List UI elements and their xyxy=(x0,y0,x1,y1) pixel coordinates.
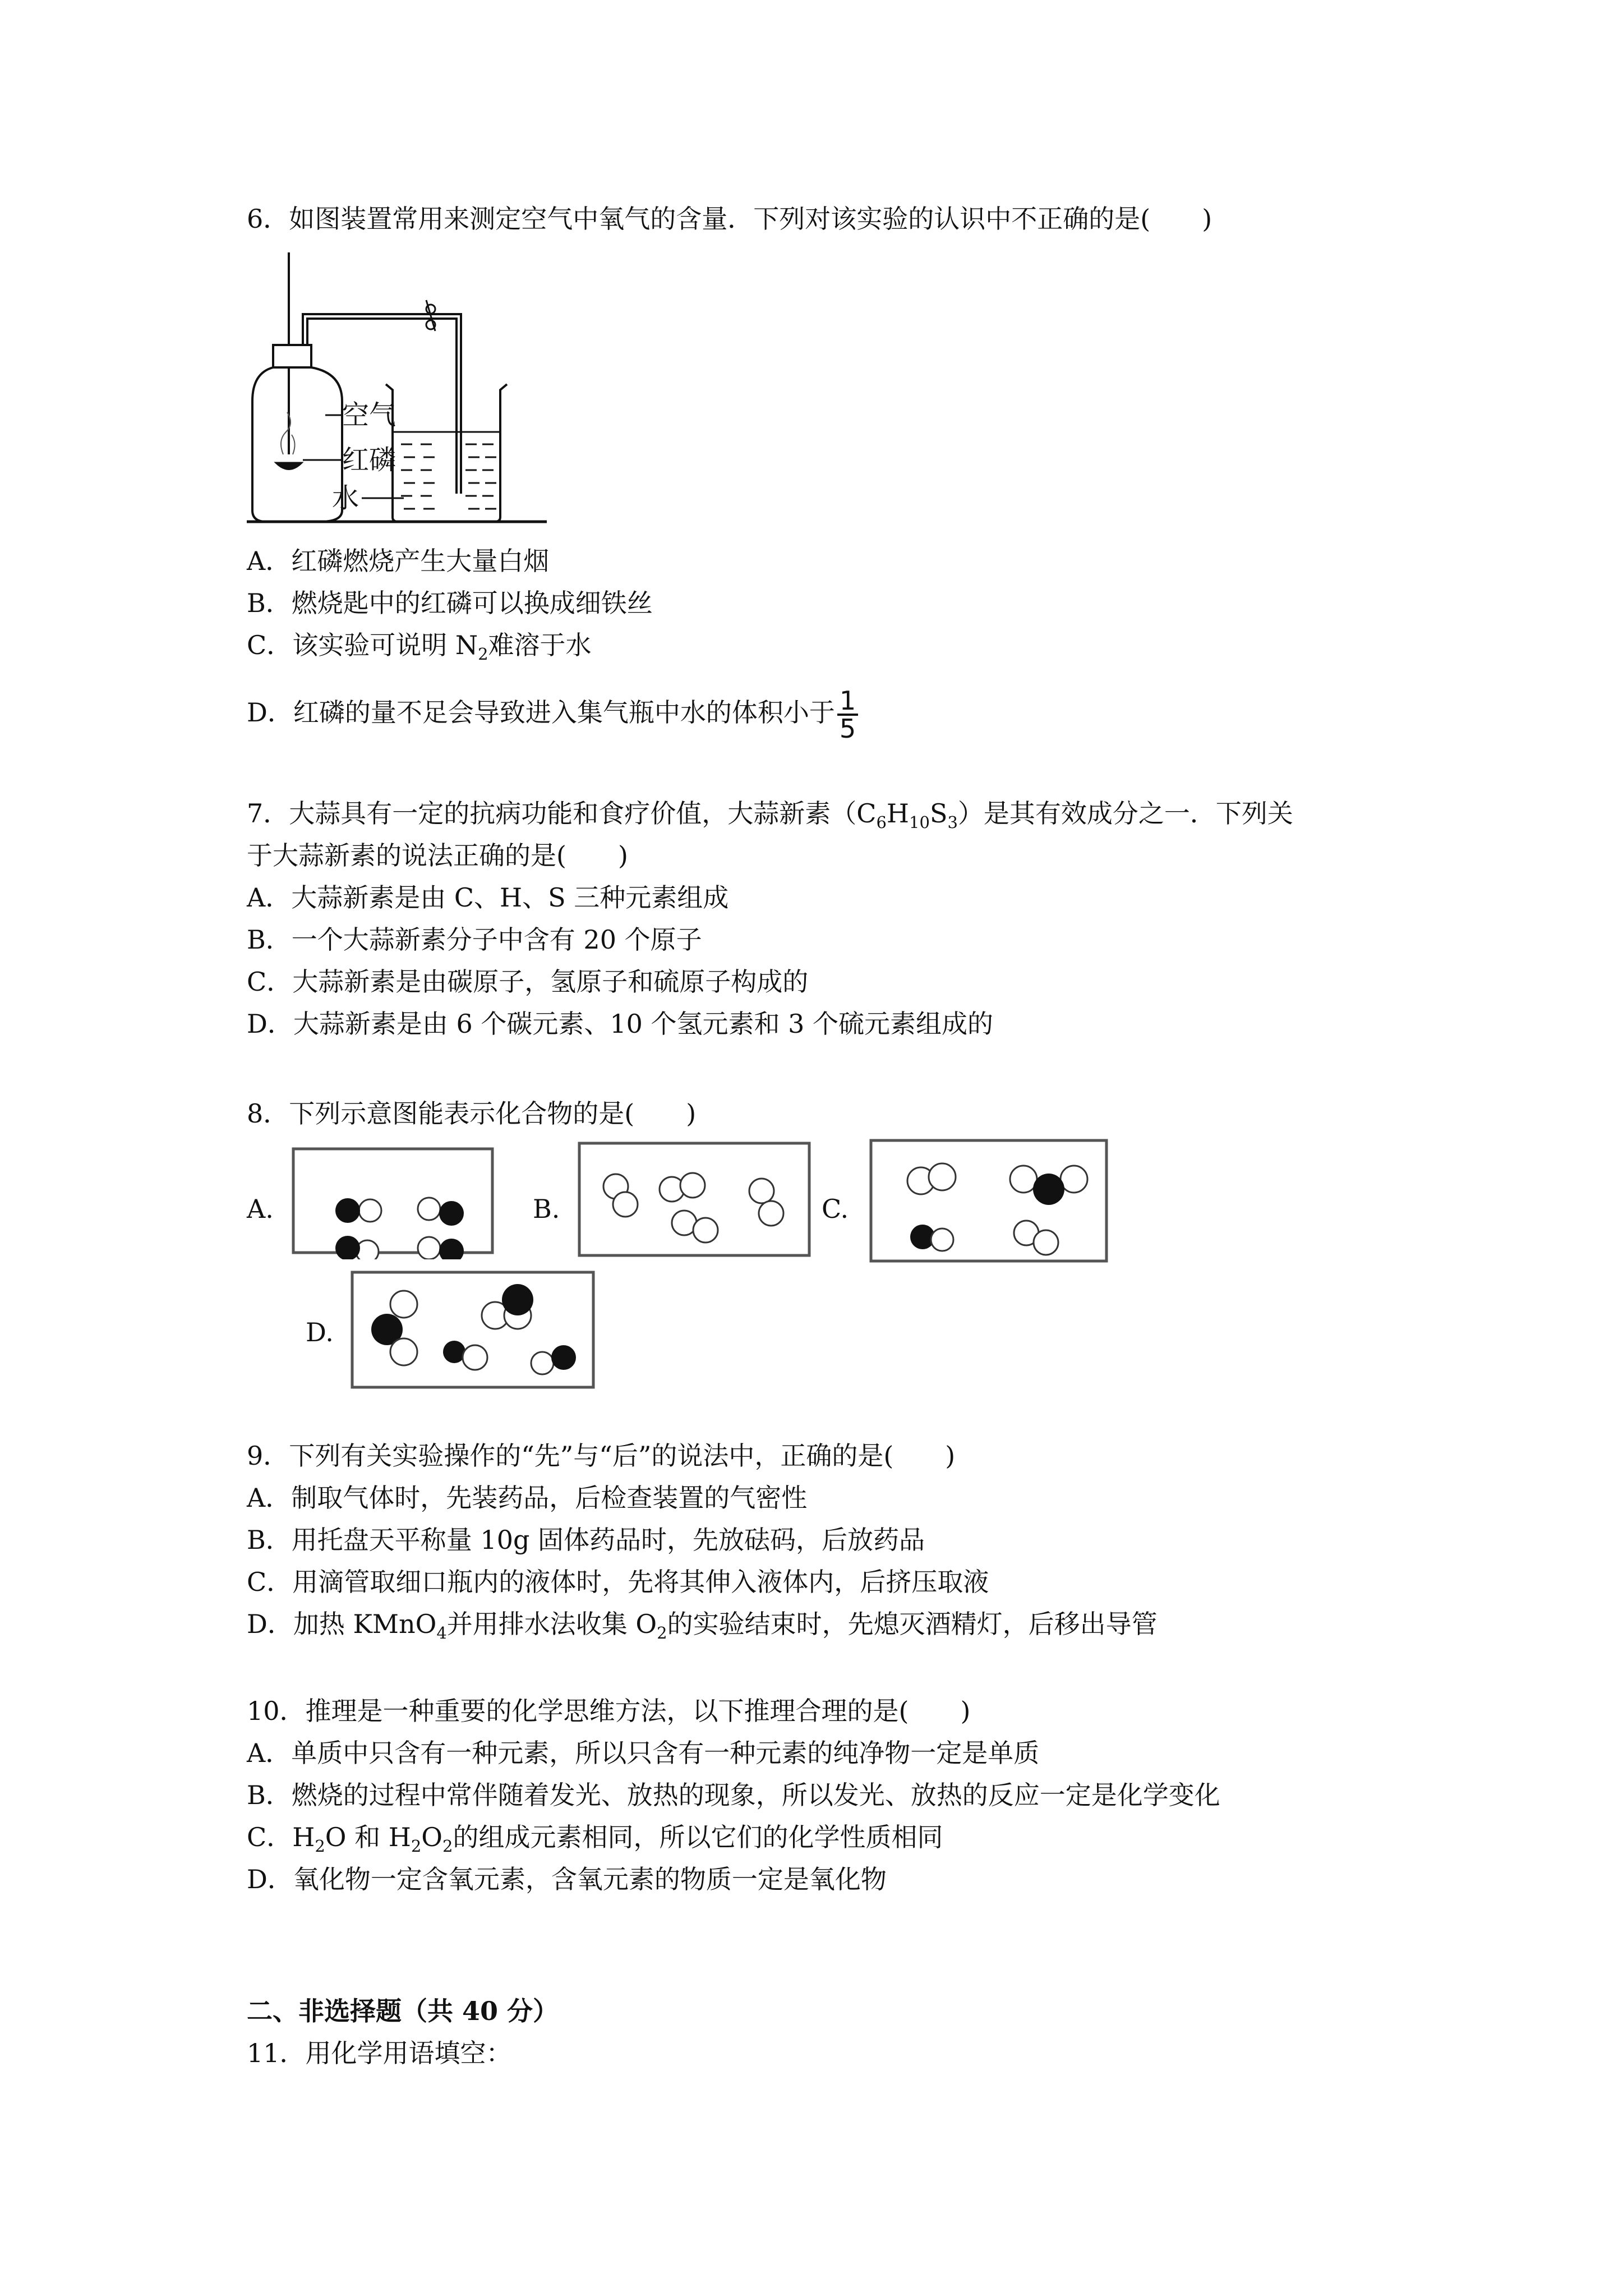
label-air: 空气 xyxy=(342,399,396,431)
q10-option-a: A．单质中只含有一种元素，所以只含有一种元素的纯净物一定是单质 xyxy=(247,1738,1040,1768)
q9-option-b: B．用托盘天平称量 10g 固体药品时，先放砝码，后放药品 xyxy=(247,1525,925,1555)
q10-option-c: C．$H_2O$ 和 $H_2O_2$的组成元素相同，所以它们的化学性质相同 xyxy=(247,1822,943,1856)
q9-option-a: A．制取气体时，先装药品，后检查装置的气密性 xyxy=(247,1483,808,1513)
q7-stem-line2: 于大蒜新素的说法正确的是( ) xyxy=(247,840,628,871)
q8-label-c: C. xyxy=(822,1194,849,1224)
q10-option-d: D．氧化物一定含氧元素，含氧元素的物质一定是氧化物 xyxy=(247,1864,887,1894)
q7-option-a: A．大蒜新素是由 C、H、S 三种元素组成 xyxy=(247,882,729,913)
q7-stem-line1: 7．大蒜具有一定的抗病功能和食疗价值，大蒜新素$(C_6H_{10}S_3)$是其有效成分之一．下列关 xyxy=(247,798,1293,832)
q8-stem: 8．下列示意图能表示化合物的是( ) xyxy=(247,1098,697,1129)
section-heading: 二、非选择题（共 40 分） xyxy=(247,1996,559,2026)
q8-diagram-c xyxy=(869,1139,1110,1268)
q6-option-b: B．燃烧匙中的红磷可以换成细铁丝 xyxy=(247,588,653,618)
q8-label-a: A. xyxy=(247,1194,274,1224)
q7-option-d: D．大蒜新素是由 6 个碳元素、10 个氢元素和 3 个硫元素组成的 xyxy=(247,1009,994,1039)
q7-option-c: C．大蒜新素是由碳原子，氢原子和硫原子构成的 xyxy=(247,967,809,997)
q8-diagram-b xyxy=(578,1142,813,1262)
q7-option-b: B．一个大蒜新素分子中含有 20 个原子 xyxy=(247,924,702,955)
q9-stem: 9．下列有关实验操作的“先”与“后”的说法中，正确的是( ) xyxy=(247,1441,956,1471)
q9-option-c: C．用滴管取细口瓶内的液体时，先将其伸入液体内，后挤压取液 xyxy=(247,1567,989,1597)
q8-label-b: B. xyxy=(533,1194,560,1224)
q6-option-d: D．红磷的量不足会导致进入集气瓶中水的体积小于 $\frac{1}{5}$ xyxy=(247,682,858,743)
clamp-icon xyxy=(426,300,435,331)
q6-option-c: C．该实验可说明 $N_2$难溶于水 xyxy=(247,630,592,664)
label-phosphorus: 红磷 xyxy=(342,444,396,476)
q10-option-b: B．燃烧的过程中常伴随着发光、放热的现象，所以发光、放热的反应一定是化学变化 xyxy=(247,1780,1220,1810)
q11-stem: 11．用化学用语填空： xyxy=(247,2038,512,2068)
q6-stem: 6．如图装置常用来测定空气中氧气的含量．下列对该实验的认识中不正确的是( ) xyxy=(247,204,1212,234)
q6-apparatus-diagram xyxy=(241,247,555,527)
q6-option-a: A．红磷燃烧产生大量白烟 xyxy=(247,546,550,576)
q8-label-d: D. xyxy=(306,1317,334,1347)
q8-diagram-a xyxy=(292,1147,496,1259)
q8-diagram-d xyxy=(351,1271,597,1394)
q10-stem: 10．推理是一种重要的化学思维方法，以下推理合理的是( ) xyxy=(247,1696,971,1726)
q9-option-d: D．加热 KMnO$_4$并用排水法收集 $O_2$的实验结束时，先熄灭酒精灯，后移出导管 xyxy=(247,1609,1158,1642)
label-water: 水 xyxy=(332,482,359,514)
fraction-one-fifth: $\frac{1}{5}$ xyxy=(837,688,858,742)
